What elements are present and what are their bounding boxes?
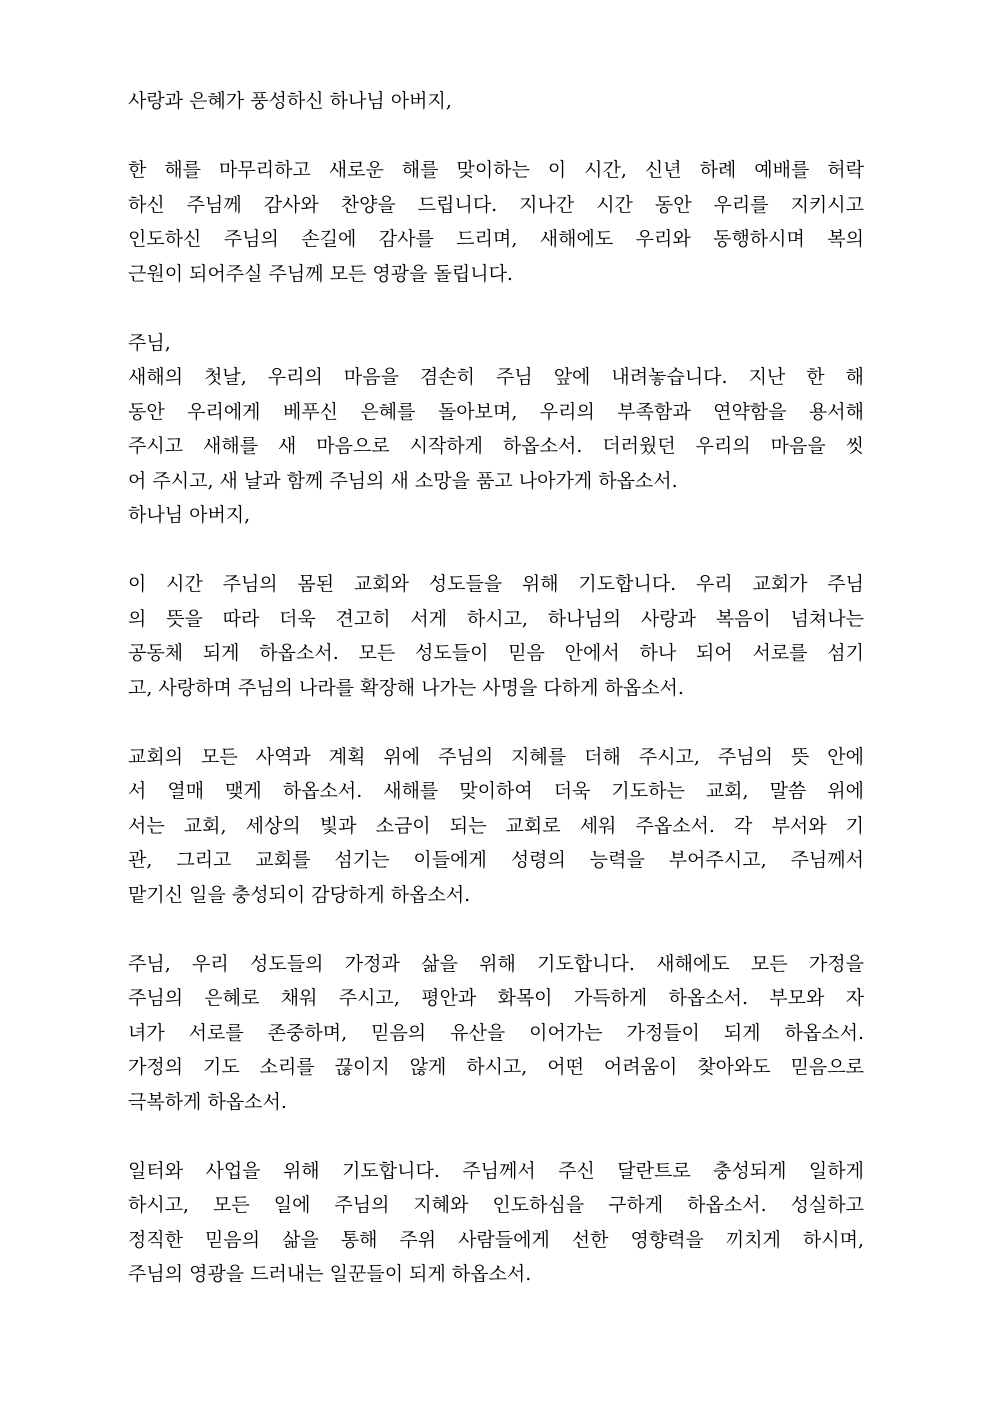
text-line: 하시고, 모든 일에 주님의 지혜와 인도하심을 구하게 하옵소서. 성실하고 <box>128 1194 864 1216</box>
paragraph-families <box>128 947 864 1120</box>
paragraph-ministry <box>128 740 864 913</box>
text-line: 주님의 영광을 드러내는 일꾼들이 되게 하옵소서. <box>128 1263 532 1285</box>
text-line: 극복하게 하옵소서. <box>128 1090 287 1113</box>
text-line: 관, 그리고 교회를 섬기는 이들에게 성령의 능력을 부어주시고, 주님께서 <box>128 849 864 871</box>
text-line: 가정의 기도 소리를 끊이지 않게 하시고, 어떤 어려움이 찾아와도 믿음으로 <box>128 1056 864 1078</box>
text-line: 일터와 사업을 위해 기도합니다. 주님께서 주신 달란트로 충성되게 일하게 <box>128 1159 864 1182</box>
text-line: 교회의 모든 사역과 계획 위에 주님의 지혜를 더해 주시고, 주님의 뜻 안에 <box>128 745 864 768</box>
text-line: 주시고 새해를 새 마음으로 시작하게 하옵소서. 더러웠던 우리의 마음을 씻 <box>128 435 864 457</box>
text-line: 공동체 되게 하옵소서. 모든 성도들이 믿음 안에서 하나 되어 서로를 섬기 <box>128 642 864 664</box>
text-line: 맡기신 일을 충성되이 감당하게 하옵소서. <box>128 883 471 906</box>
text-line: 한 해를 마무리하고 새로운 해를 맞이하는 이 시간, 신년 하례 예배를 허락 <box>128 159 864 181</box>
text-line: 이 시간 주님의 몸된 교회와 성도들을 위해 기도합니다. 우리 교회가 주님 <box>128 573 864 595</box>
paragraph-gap <box>128 533 864 568</box>
paragraph-work <box>128 1154 864 1292</box>
text-line: 주님의 은혜로 채워 주시고, 평안과 화목이 가득하게 하옵소서. 부모와 자 <box>128 987 864 1009</box>
text-line: 하신 주님께 감사와 찬양을 드립니다. 지나간 시간 동안 우리를 지키시고 <box>128 193 864 216</box>
text-line: 새해의 첫날, 우리의 마음을 겸손히 주님 앞에 내려놓습니다. 지난 한 해 <box>128 366 864 388</box>
text-line: 사랑과 은혜가 풍성하신 하나님 아버지, <box>128 90 452 112</box>
text-line: 근원이 되어주실 주님께 모든 영광을 돌립니다. <box>128 262 513 285</box>
text-line: 동안 우리에게 베푸신 은혜를 돌아보며, 우리의 부족함과 연약함을 용서해 <box>128 400 864 423</box>
text-line: 어 주시고, 새 날과 함께 주님의 새 소망을 품고 나아가게 하옵소서. <box>128 469 678 492</box>
text-line: 인도하신 주님의 손길에 감사를 드리며, 새해에도 우리와 동행하시며 복의 <box>128 228 864 250</box>
paragraph-gap <box>128 912 864 947</box>
paragraph-gap <box>128 291 864 326</box>
text-line: 녀가 서로를 존중하며, 믿음의 유산을 이어가는 가정들이 되게 하옵소서. <box>128 1021 864 1044</box>
text-line: 의 뜻을 따라 더욱 견고히 서게 하시고, 하나님의 사랑과 복음이 넘쳐나는 <box>128 607 864 630</box>
text-line: 고, 사랑하며 주님의 나라를 확장해 나가는 사명을 다하게 하옵소서. <box>128 676 684 699</box>
paragraph-church <box>128 567 864 705</box>
text-line: 주님, <box>128 331 171 354</box>
document-page <box>128 84 864 1292</box>
paragraph-repentance <box>128 326 864 533</box>
text-line: 정직한 믿음의 삶을 통해 주위 사람들에게 선한 영향력을 끼치게 하시며, <box>128 1228 864 1251</box>
text-line: 서는 교회, 세상의 빛과 소금이 되는 교회로 세워 주옵소서. 각 부서와 기 <box>128 814 864 837</box>
paragraph-thanksgiving <box>128 153 864 291</box>
paragraph-gap <box>128 1119 864 1154</box>
text-line: 주님, 우리 성도들의 가정과 삶을 위해 기도합니다. 새해에도 모든 가정을 <box>128 952 864 975</box>
text-line: 하나님 아버지, <box>128 504 251 526</box>
paragraph-greeting <box>128 84 864 119</box>
text-line: 서 열매 맺게 하옵소서. 새해를 맞이하여 더욱 기도하는 교회, 말씀 위에 <box>128 780 864 802</box>
paragraph-gap <box>128 119 864 154</box>
paragraph-gap <box>128 705 864 740</box>
